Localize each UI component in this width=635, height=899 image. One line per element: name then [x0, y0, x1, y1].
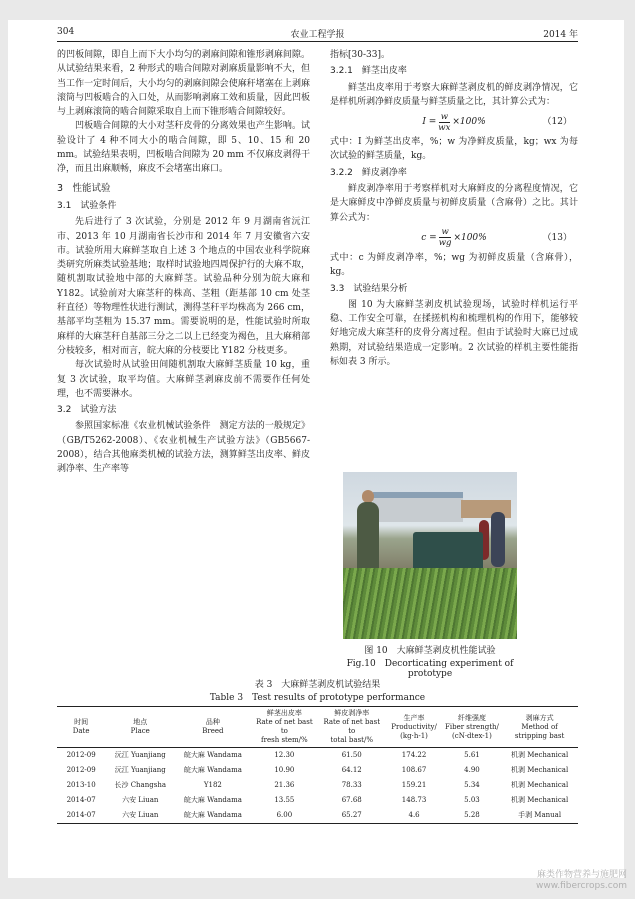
table-cell: 沅江 Yuanjiang — [114, 751, 166, 759]
figure-caption-en: Fig.10 Decorticating experiment of prototype — [346, 659, 514, 679]
paragraph: 式中：I 为鲜茎出皮率，%；w 为净鲜皮质量，kg；wx 为每次试验的鲜茎质量，kg。 — [330, 137, 578, 162]
column-header: 剥麻方式 Method of stripping bast — [501, 707, 578, 748]
table-cell: 65.27 — [318, 808, 385, 824]
table-cell: 六安 Liuan — [105, 808, 175, 824]
paragraph: 鲜茎出皮率用于考察大麻鲜茎剥皮机的鲜皮剥净情况，它是样机所剥净鲜皮质量与鲜茎质量之比，其计算公式为： — [330, 82, 578, 107]
paragraph: 的凹板间隙，即自上而下大小均匀的剥麻间隙和锥形剥麻间隙。从试验结果来看，2 种形式的啮合间隙对剥麻质量影响不大，但当工作一定时间后，大小均匀的剥麻间隙会使麻秆堵塞在上剥麻滚筒与凹板啮合的入口处，从而影响剥麻工效和质量，因此凹板与上剥麻滚筒的啮合间隙采取自上而下锥形啮合间隙较好。 — [57, 50, 310, 118]
subsection-heading: 3.3 试验结果分析 — [330, 283, 408, 294]
paragraph: 参照国家标准《农业机械试验条件 测定方法的一般规定》（GB/T5262-2008）、《农业机械生产试验方法》（GB5667-2008），结合其他麻类机械的试验方法，测算鲜茎出皮率、鲜皮剥净率、生产率等 — [57, 421, 310, 475]
numerator: w — [440, 111, 448, 122]
table-cell: 174.22 — [401, 751, 427, 759]
table-cell: 机剥 Mechanical — [510, 781, 569, 789]
table-cell: 6.00 — [251, 808, 318, 824]
table-cell: 61.50 — [341, 751, 362, 759]
table-cell: 皖大麻 Wandama — [183, 766, 242, 774]
table-row — [57, 778, 578, 793]
hemp-stems — [343, 568, 517, 639]
table-cell: Y182 — [203, 781, 222, 789]
table-row — [57, 748, 578, 764]
figure-caption-zh: 图 10 大麻鲜茎剥皮机性能试验 — [364, 646, 496, 656]
table-cell: 5.61 — [464, 751, 480, 759]
subsection-heading: 3.2 试验方法 — [57, 405, 117, 416]
table-cell: 5.03 — [464, 796, 480, 804]
table-cell: 5.34 — [464, 781, 480, 789]
table-row — [57, 763, 578, 778]
column-header: 地点 Place — [105, 707, 175, 748]
equation-rhs: ×100% — [453, 232, 487, 243]
paragraph: 每次试验时从试验田间随机割取大麻鲜茎质量 10 kg，重复 3 次试验，取平均值。大麻鲜茎剥麻皮前不需要作任何处理，也不需要淋水。 — [57, 360, 310, 399]
equation-13 — [330, 225, 578, 251]
table-cell: 皖大麻 Wandama — [183, 796, 242, 804]
right-column — [330, 48, 578, 369]
equation-number: （13） — [542, 232, 572, 243]
person-figure — [491, 512, 505, 567]
journal-name: 农业工程学报 — [290, 30, 345, 40]
paragraph: 先后进行了 3 次试验，分别是 2012 年 9 月湖南省沅江市、2013 年 10 月湖南省长沙市和 2014 年 7 月安徽省六安市。试验所用大麻鲜茎取自上述 3 个地点的中国农业科学院麻类研究所麻类试验基地；取样时试验地四周保护行的大麻不取，随机割取试验地中部的大麻鲜茎。试验品种分别为皖大麻和 Y182。试验前对大麻茎秆的株高、茎粗（距基部 10 cm 处茎秆直径）等物理性状进行测试，测得茎秆平均株高为 266 cm，基部平均茎粗为 15.37 mm。需要说明的是，性能试验时所取麻样的大麻茎秆自基部三分之二以上已经变为褐色，且大麻稍部分枝较多，相对而言，皖大麻的分枝要比 Y182 分枝更多。 — [57, 217, 310, 356]
table-cell: 手剥 Manual — [501, 808, 578, 824]
column-header: 时间 Date — [57, 707, 105, 748]
table-cell: 159.21 — [401, 781, 427, 789]
table-row — [57, 793, 578, 808]
column-header: 鲜茎出皮率 Rate of net bast to fresh stem/% — [251, 707, 318, 748]
table-header-row — [57, 707, 578, 748]
subsection-heading: 3.2.2 鲜皮剥净率 — [330, 167, 407, 178]
column-header: 鲜皮剥净率 Rate of net bast to total bast/% — [318, 707, 385, 748]
table-cell: 机剥 Mechanical — [510, 796, 569, 804]
page-number: 304 — [57, 27, 75, 37]
table-cell: 机剥 Mechanical — [510, 766, 569, 774]
table-cell: 皖大麻 Wandama — [175, 808, 250, 824]
table-title-zh: 表 3 大麻鲜茎剥皮机试验结果 — [254, 680, 381, 690]
equation-number: （12） — [542, 117, 572, 128]
table-cell: 10.90 — [274, 766, 295, 774]
results-table — [57, 706, 578, 824]
left-column — [57, 48, 310, 477]
table-cell: 长沙 Changsha — [114, 781, 166, 789]
column-header: 生产率 Productivity/ (kg·h-1) — [385, 707, 442, 748]
running-header — [57, 27, 578, 42]
table-cell: 皖大麻 Wandama — [183, 751, 242, 759]
equation-rhs: ×100% — [452, 117, 486, 128]
subsection-heading: 3.2.1 鲜茎出皮率 — [330, 66, 407, 77]
column-header: 纤维强度 Fiber strength/ (cN·dtex-1) — [443, 707, 501, 748]
subsection-heading: 3.1 试验条件 — [57, 200, 117, 211]
paragraph: 图 10 为大麻鲜茎剥皮机试验现场，试验时样机运行平稳、工作安全可靠，在揉搓机构和梳理机构的作用下，能够较好地完成大麻茎秆的皮骨分离过程。但由于试验时大麻已过成熟期，对试验结果造成一定影响。2 次试验的样机主要性能指标如表 3 所示。 — [330, 299, 578, 368]
paragraph: 式中：c 为鲜皮剥净率，%；wg 为初鲜皮质量（含麻骨），kg。 — [330, 252, 578, 278]
table-cell: 2014-07 — [66, 796, 96, 804]
equation-fraction — [438, 112, 450, 133]
table-cell: 21.36 — [274, 781, 295, 789]
table-cell: 148.73 — [401, 796, 427, 804]
equation-lhs: c = — [421, 232, 437, 243]
column-header: 品种 Breed — [175, 707, 250, 748]
site-watermark — [536, 870, 627, 892]
paragraph: 鲜皮剥净率用于考察样机对大麻鲜皮的分离程度情况，它是大麻鲜皮中净鲜皮质量与初鲜皮质量（含麻骨）之比。其计算公式为： — [330, 184, 578, 223]
table-cell: 2012-09 — [66, 766, 96, 774]
equation-lhs: I = — [422, 117, 437, 128]
header-year: 2014 年 — [543, 30, 578, 40]
table-cell: 13.55 — [274, 796, 295, 804]
table-cell: 4.6 — [385, 808, 442, 824]
watermark-line: www.fibercrops.com — [536, 881, 627, 891]
figure-10-photo — [343, 472, 517, 639]
table-cell: 2013-10 — [66, 781, 96, 789]
numerator: w — [441, 227, 449, 238]
paragraph: 凹板啮合间隙的大小对茎秆皮骨的分离效果也产生影响。试验设计了 4 种不同大小的啮合间隙，即 5、10、15 和 20 mm。试验结果表明，凹板啮合间隙为 20 mm 不仅麻皮剥得干净，而且出麻顺畅，麻皮不会堵塞出麻口。 — [57, 121, 310, 175]
table-cell: 机剥 Mechanical — [510, 751, 569, 759]
denominator: wg — [438, 238, 452, 249]
table-cell: 2012-09 — [66, 751, 96, 759]
table-cell: 12.30 — [274, 751, 295, 759]
watermark-line: 麻类作物营养与施肥网 — [536, 870, 627, 880]
table-cell: 108.67 — [401, 766, 427, 774]
section-heading: 3 性能试验 — [57, 182, 111, 194]
equation-fraction — [439, 227, 452, 248]
table-cell: 64.12 — [341, 766, 362, 774]
table-title-en: Table 3 Test results of prototype performance — [209, 693, 426, 703]
table-cell: 4.90 — [464, 766, 480, 774]
table-row — [57, 808, 578, 824]
building-shape — [373, 492, 463, 522]
person-figure — [357, 502, 379, 572]
table-cell: 5.28 — [443, 808, 501, 824]
paragraph: 指标[30-33]。 — [330, 50, 390, 60]
table-cell: 六安 Liuan — [122, 796, 159, 804]
denominator: wx — [438, 122, 451, 133]
equation-12 — [330, 109, 578, 135]
table-cell: 沅江 Yuanjiang — [114, 766, 166, 774]
table-cell: 2014-07 — [57, 808, 105, 824]
table-cell: 78.33 — [341, 781, 362, 789]
table-cell: 67.68 — [341, 796, 362, 804]
